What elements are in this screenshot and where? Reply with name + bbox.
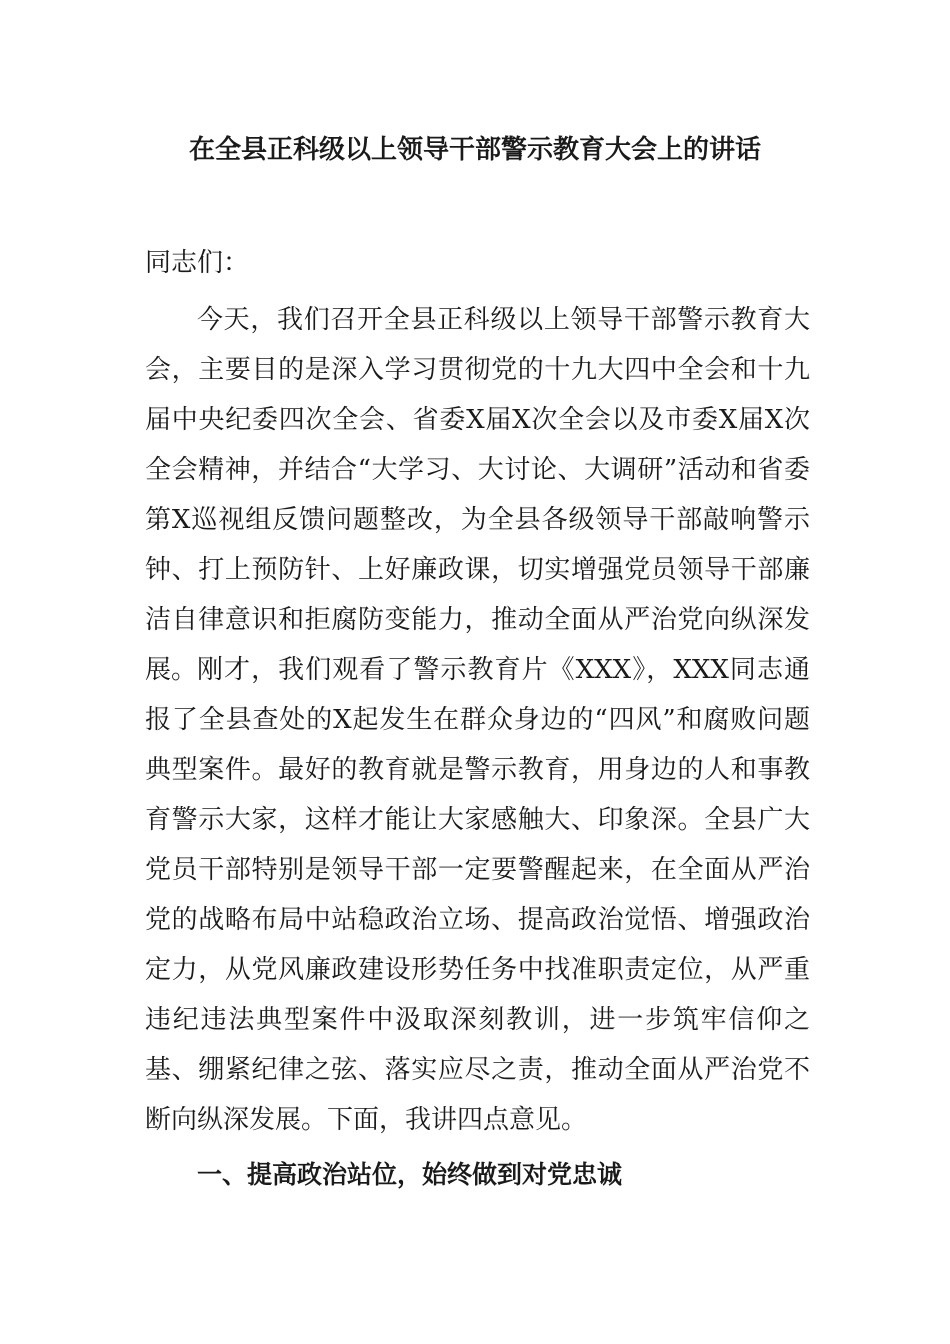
section-heading-1: 一、提高政治站位，始终做到对党忠诚 <box>197 1160 623 1189</box>
paragraph-review: 刚才，我们观看了警示教育片《XXX》，XXX同志通报了全县查处的Ⅹ起发生在群众身边的“四风”和腐败问题典型案件。最好的教育就是警示教育，用身边的人和事教育警示大家，这样才能让大家感触大、印象深。全县广大党员干部特别是领导干部一定要警醒起来，在全面从严治党的战略布局中站稳政治立场、提高政治觉悟、增强政治定力，从党风廉政建设形势任务中找准职责定位，从严重违纪违法典型案件中汲取深刻教训，进一步筑牢信仰之基、绷紧纪律之弦、落实应尽之责，推动全面从严治党不断向纵深发展。下面，我讲四点意见。 <box>145 655 810 1135</box>
salutation: 同志们： <box>145 248 250 278</box>
paragraph-intro: 今天，我们召开全县正科级以上领导干部警示教育大会，主要目的是深入学习贯彻党的十九大四中全会和十九届中央纪委四次全会、省委Ⅹ届Ⅹ次全会以及市委Ⅹ届Ⅹ次全会精神，并结合“大学习、大讨论、大调研”活动和省委第Ⅹ巡视组反馈问题整改，为全县各级领导干部敲响警示钟、打上预防针、上好廉政课，切实增强党员领导干部廉洁自律意识和拒腐防变能力，推动全面从严治党向纵深发展。 <box>145 305 810 685</box>
document-title: 在全县正科级以上领导干部警示教育大会上的讲话 <box>188 135 761 165</box>
